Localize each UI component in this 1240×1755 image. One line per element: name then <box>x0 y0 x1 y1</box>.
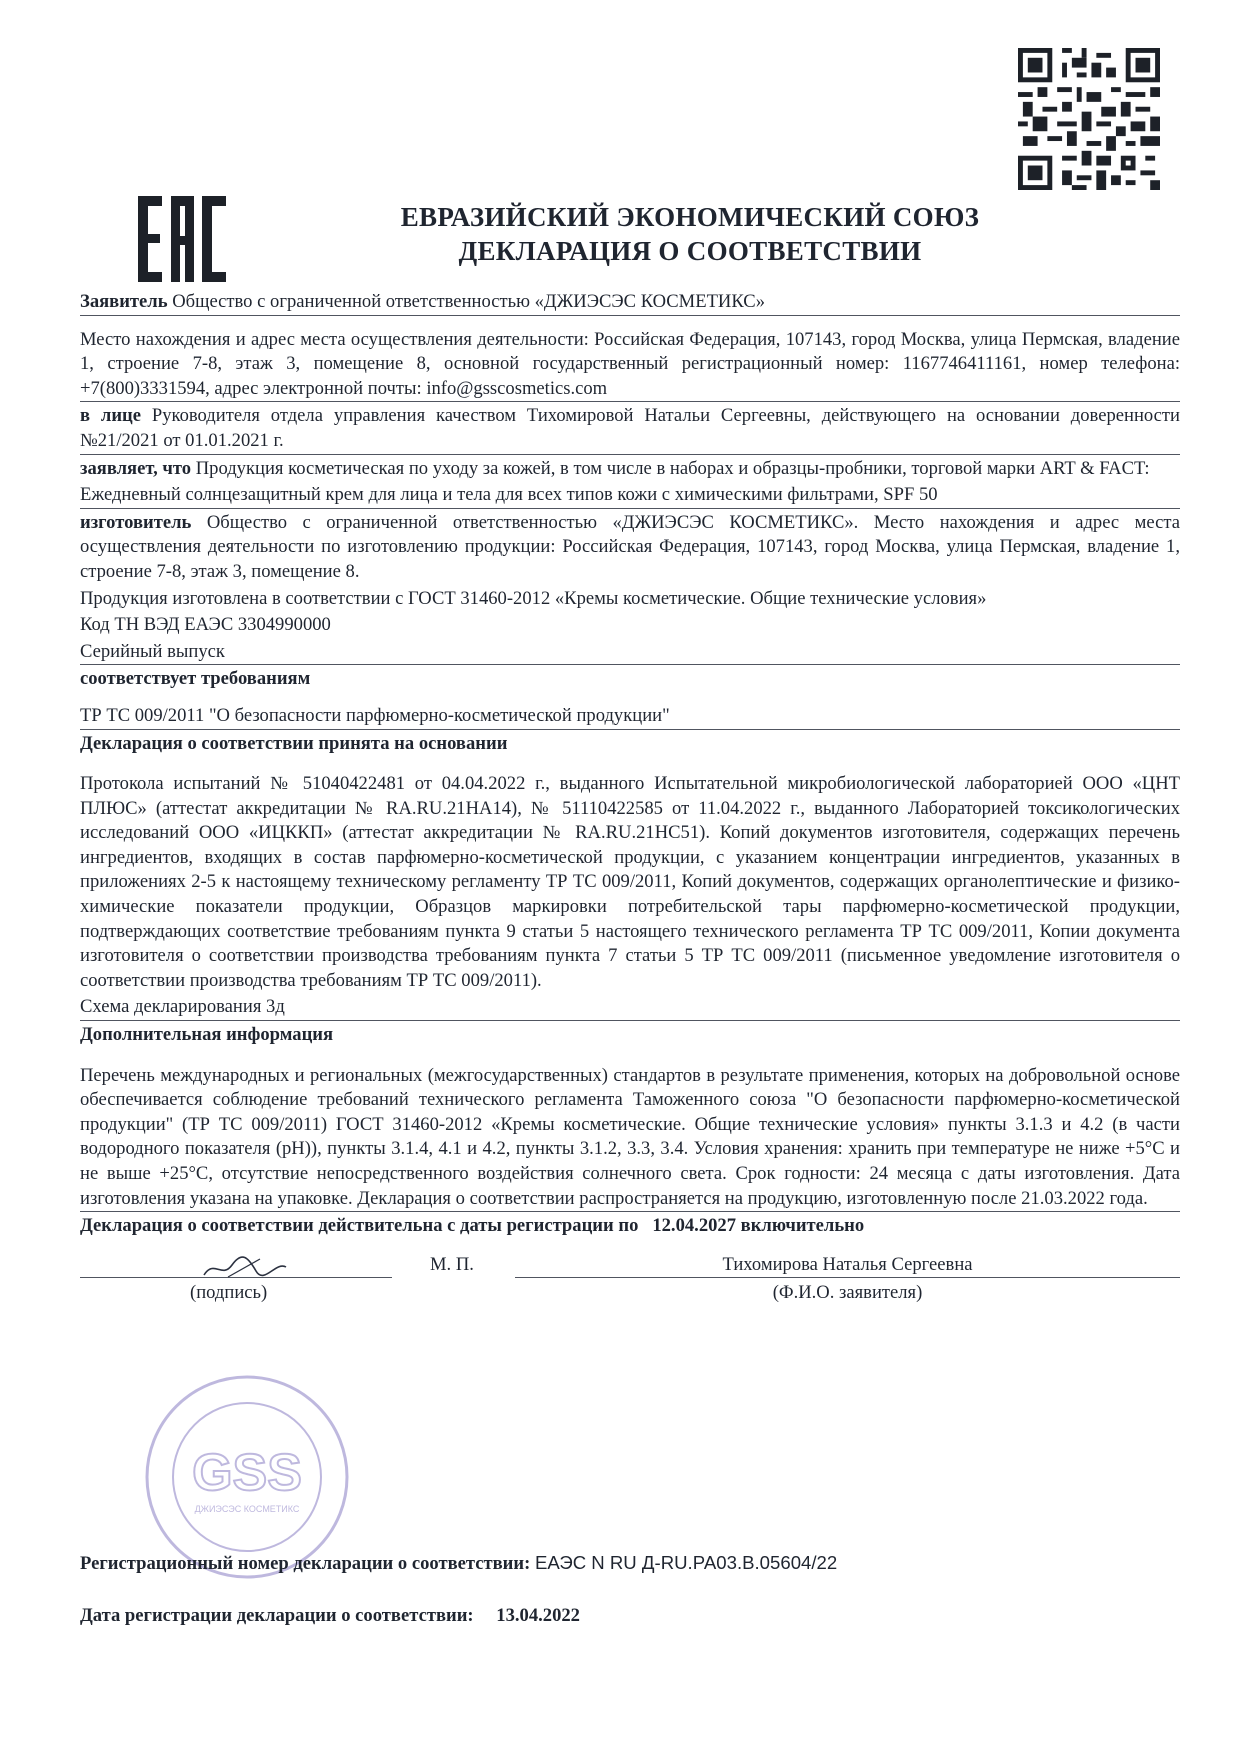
validity-date: 12.04.2027 включительно <box>652 1215 865 1237</box>
signature-scribble-icon <box>200 1249 290 1283</box>
additional-label-row <box>80 1021 1180 1048</box>
tnved-code: Код ТН ВЭД ЕАЭС 3304990000 <box>80 614 331 636</box>
standard-row <box>80 585 1180 612</box>
registration-number-row <box>80 1552 837 1575</box>
complies-label: соответствует требованиям <box>80 668 311 690</box>
validity-row <box>80 1212 1180 1239</box>
signatory-name: Тихомирова Наталья Сергеевна <box>722 1253 973 1275</box>
scheme-row <box>80 993 1180 1021</box>
name-caption: (Ф.И.О. заявителя) <box>772 1281 923 1303</box>
signature-caption: (подпись) <box>190 1281 268 1303</box>
represented-row <box>80 402 1180 454</box>
complies-value-row <box>80 702 1180 730</box>
product-row <box>80 481 1180 509</box>
additional-label: Дополнительная информация <box>80 1024 334 1046</box>
represented-label: в лице <box>80 405 142 427</box>
complies-label-row <box>80 665 1180 692</box>
validity-label: Декларация о соответствии действительна с даты регистрации по <box>80 1215 639 1237</box>
declares-label: заявляет, что <box>80 457 192 479</box>
registration-date: 13.04.2022 <box>496 1605 580 1626</box>
basis-value-row <box>80 770 1180 993</box>
represented-value: Руководителя отдела управления качеством Тихомировой Натальи Сергеевны, действующего на основании доверенности №21/2021 от 01.01.2021 г. <box>80 405 1180 451</box>
declaration-title: ДЕКЛАРАЦИЯ О СООТВЕТСТВИИ <box>458 236 922 266</box>
address-text: Место нахождения и адрес места осуществления деятельности: Российская Федерация, 107143, город Москва, улица Пермская, владение 1, строение 7-8, этаж 3, помещение 8, основной государственный регистрационный номер: 1167746411161, номер телефона: +7(800)3331594, адрес электронной почты: info@gsscosmetics.com <box>80 328 1180 399</box>
registration-number-label: Регистрационный номер декларации о соответствии: <box>80 1553 531 1574</box>
product-name: Ежедневный солнцезащитный крем для лица и тела для всех типов кожи с химическими фильтрами, SPF 50 <box>80 484 938 506</box>
basis-label-row <box>80 730 1180 757</box>
stamp-logo-text: GSS <box>192 1444 302 1502</box>
declares-row <box>80 455 1180 482</box>
additional-value-row <box>80 1062 1180 1213</box>
tnved-row <box>80 611 1180 638</box>
company-stamp-icon <box>142 1372 352 1582</box>
seal-place-label: М. П. <box>430 1253 474 1275</box>
manufacturer-label: изготовитель <box>80 511 192 533</box>
stamp-brand-text: ДЖИЭСЭС КОСМЕТИКС <box>194 1504 300 1514</box>
registration-number: ЕАЭС N RU Д-RU.РА03.В.05604/22 <box>534 1552 838 1573</box>
registration-date-label: Дата регистрации декларации о соответствии: <box>80 1605 474 1626</box>
registration-date-row <box>80 1605 580 1627</box>
applicant-label: Заявитель <box>80 291 168 312</box>
complies-value: ТР ТС 009/2011 "О безопасности парфюмерно-косметической продукции" <box>80 704 670 726</box>
basis-text: Протокола испытаний № 51040422481 от 04.04.2022 г., выданного Испытательной микробиологической лабораторией ООО «ЦНТ ПЛЮС» (аттестат аккредитации № RA.RU.21НА14), № 51110422585 от 11.04.2022 г., выданного Лабораторией токсикологических исследований ООО «ИЦККП» (аттестат аккредитации № RA.RU.21НС51). Копий документов изготовителя, содержащих перечень ингредиентов, входящих в состав парфюмерно-косметической продукции, с указанием концентрации ингредиентов, указанных в приложениях 2-5 к настоящему техническому регламенту ТР ТС 009/2011, Копий документов, содержащих органолептические и физико-химические показатели продукции, Образцов маркировки потребительской тары парфюмерно-косметической продукции, подтверждающих соответствие требованиям пункта 9 статьи 5 настоящего технического регламента ТР ТС 009/2011, Копии документа изготовителя о соответствии производства требованиям пункта 7 статьи 5 ТР ТС 009/2011 (письменное уведомление изготовителя о соответствии производства требованиям ТР ТС 009/2011). <box>80 773 1180 991</box>
address-row <box>80 326 1180 403</box>
basis-label: Декларация о соответствии принята на основании <box>80 732 508 754</box>
union-title: ЕВРАЗИЙСКИЙ ЭКОНОМИЧЕСКИЙ СОЮЗ <box>400 202 980 232</box>
serial-text: Серийный выпуск <box>80 640 225 662</box>
manufacturer-row <box>80 509 1180 585</box>
eac-logo-icon <box>138 196 226 282</box>
declaration-body <box>80 288 1180 1355</box>
signature-block <box>80 1245 1180 1355</box>
declares-value: Продукция косметическая по уходу за кожей, в том числе в наборах и образцы-пробники, торговой марки ART & FACT: <box>195 457 1150 479</box>
additional-text: Перечень международных и региональных (межгосударственных) стандартов в результате применения, которых на добровольной основе обеспечивается соблюдение требований технического регламента Таможенного союза "О безопасности парфюмерно-косметической продукции" (ТР ТС 009/2011) ГОСТ 31460-2012 «Кремы косметические. Общие технические условия» пункты 3.1.3 и 4.2 (в части водородного показателя (pH)), пункты 3.1.4, 4.1 и 4.2, пункты 3.1.2, 3.3, 3.4. Условия хранения: хранить при температуре не ниже +5°С и не выше +25°С, отсутствие непосредственного воздействия солнечного света. Срок годности: 24 месяца с даты изготовления. Дата изготовления указана на упаковке. Декларация о соответствии распространяется на продукцию, изготовленную после 21.03.2022 года. <box>80 1064 1180 1209</box>
applicant-value: Общество с ограниченной ответственностью «ДЖИЭСЭС КОСМЕТИКС» <box>172 291 766 312</box>
standard-text: Продукция изготовлена в соответствии с ГОСТ 31460-2012 «Кремы косметические. Общие технические условия» <box>80 587 987 609</box>
serial-row <box>80 638 1180 666</box>
applicant-row <box>80 288 1180 316</box>
qr-code-icon <box>1018 48 1160 190</box>
scheme-text: Схема декларирования 3д <box>80 996 285 1018</box>
manufacturer-value: Общество с ограниченной ответственностью «ДЖИЭСЭС КОСМЕТИКС». Место нахождения и адрес места осуществления деятельности по изготовлению продукции: Российская Федерация, 107143, город Москва, улица Пермская, владение 1, строение 7-8, этаж 3, помещение 8. <box>80 511 1180 582</box>
